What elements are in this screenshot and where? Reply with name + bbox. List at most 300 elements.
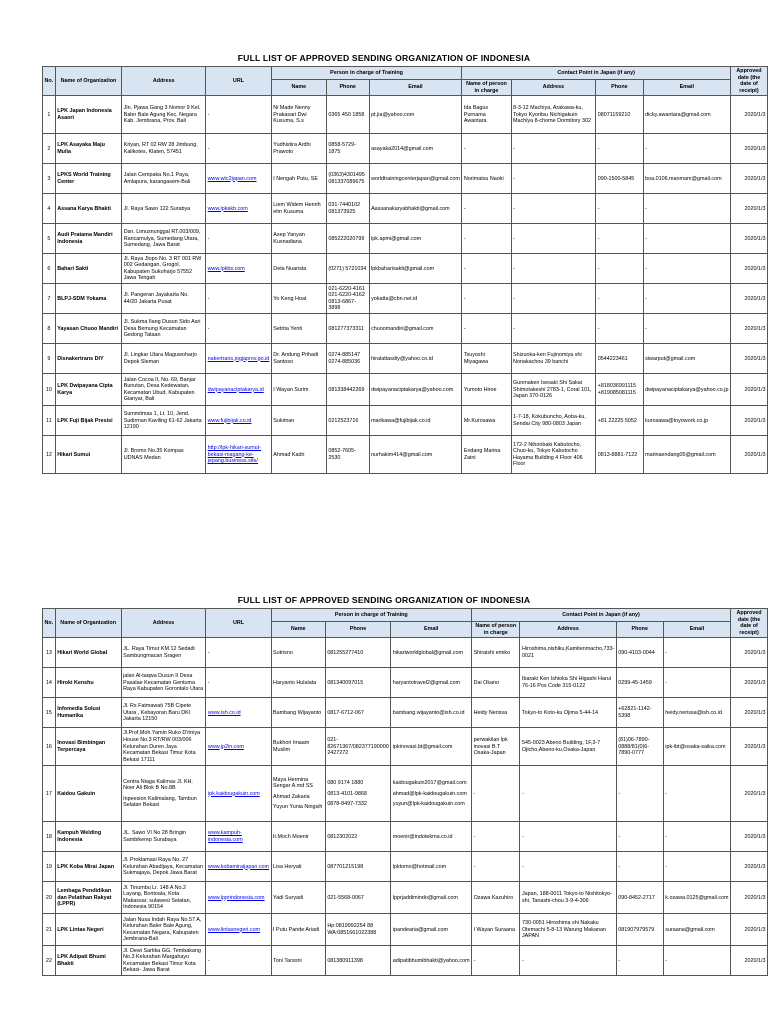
table-row [43, 914, 768, 946]
japan-phone: +81 22225 5052 [596, 406, 643, 436]
table-row [43, 164, 768, 194]
trainer-email: ipkinovasi.bt@gmail.com [391, 728, 472, 766]
japan-email: boa.0106.manmam@gmail.com [643, 164, 730, 194]
trainer-email: lpktomo@hotmail.com [391, 852, 472, 882]
trainer-email: marikawa@fujibijak.co.id [369, 406, 462, 436]
trainer-email: lpkbaharisakti@gmail.com [369, 254, 462, 284]
japan-address: 172-2 Nihonbaki Kabutocho, Chuo-ku, Tokyo Kabutocho Hayama Building 4 Floor 406 Floor [511, 436, 596, 474]
org-name: Lembaga Pendidikan dan Pelatihan Rakyat (LPPR) [55, 882, 121, 914]
trainer-name: Maya Hermina Sengar A.md SS Ahmad Zakaria Yuyun Yunia Ningsih [271, 766, 325, 822]
japan-address: - [511, 164, 596, 194]
header-phone: Phone [325, 622, 390, 638]
org-address: Kriyan, RT 02 RW 28 Jimbung, Kalikotes, Klaten, 57451 [122, 134, 206, 164]
table-row [43, 882, 768, 914]
japan-contact-name: - [462, 194, 511, 224]
japan-contact-name: - [472, 766, 520, 822]
trainer-email: bambang.wijayanto@ish.co.id [391, 698, 472, 728]
trainer-email: hikariworldglobal@gmail.com [391, 638, 472, 668]
header-jp-address: Address [520, 622, 616, 638]
org-address: Jln. Pjawa Gang 3 Nomor 9 Kel. Baler Bale Agung Kec. Negara Kab. Jembrana, Prov. Bali [122, 96, 206, 134]
org-name: LPK Japan Indonesia Asaori [55, 96, 122, 134]
table-row [43, 946, 768, 976]
japan-contact-name: Shiraishi emiko [472, 638, 520, 668]
trainer-phone: 0365 450 1858 [326, 96, 369, 134]
org-url: - [206, 96, 272, 134]
row-number: 13 [43, 638, 56, 668]
trainer-email: moenir@indotekma.co.id [391, 822, 472, 852]
header-address: Address [121, 609, 206, 638]
header-approved: Approved date (the date of receipt) [730, 67, 767, 96]
approved-date: 2020/1/3 [730, 284, 767, 314]
table-row [43, 314, 768, 344]
header-address: Address [122, 67, 206, 96]
japan-address: - [520, 852, 616, 882]
row-number: 19 [43, 852, 56, 882]
japan-contact-name: - [462, 224, 511, 254]
org-name: LPK Dwipayana Cipta Karya [55, 374, 122, 406]
org-url: - [206, 224, 272, 254]
japan-address: 730-0051 Hiroshima shi Nakaku Otemachi 5-8-13 Warung Makanan JAPAN [520, 914, 616, 946]
japan-address: - [511, 254, 596, 284]
row-number: 14 [43, 668, 56, 698]
japan-phone: 0299-45-1459 [616, 668, 663, 698]
org-name: LPK Asayaka Maju Mulia [55, 134, 122, 164]
table-row [43, 668, 768, 698]
table-row [43, 284, 768, 314]
japan-email: - [643, 314, 730, 344]
japan-contact-name: - [472, 822, 520, 852]
approved-date: 2020/1/3 [731, 914, 768, 946]
trainer-phone: 085222020799 [326, 224, 369, 254]
row-number: 21 [43, 914, 56, 946]
trainer-phone: 0212523716 [326, 406, 369, 436]
row-number: 16 [43, 728, 56, 766]
japan-email: - [643, 194, 730, 224]
row-number: 5 [43, 224, 56, 254]
org-url: www.kobamiraijapan.com [206, 852, 271, 882]
row-number: 2 [43, 134, 56, 164]
header-jp-email: Email [663, 622, 730, 638]
trainer-phone: 021-5568-0067 [325, 882, 390, 914]
table-row [43, 134, 768, 164]
japan-address: 1-7-18, Kokubuncho, Aoba-ku, Sendai City 980-0803 Japan [511, 406, 596, 436]
row-number: 10 [43, 374, 56, 406]
japan-email: suraana@gmail.com [663, 914, 730, 946]
header-jp-phone: Phone [616, 622, 663, 638]
org-address: Centra Niaga Kalimas Jl. KH. Noer Ali Blok B No.8B Inpeesion Kalimalang, Tambun Selatan Bekasi [121, 766, 206, 822]
header-training-group: Person in charge of Training [271, 609, 472, 622]
trainer-name: Dr. Andung Prihadi Santoso [271, 344, 326, 374]
org-url: nakertrans.jogjaprov.go.id [206, 344, 272, 374]
org-address: Summitmas 1, Lt. 10, Jend. Sudirman Kaviling 61-62 Jakarta 12190 [122, 406, 206, 436]
approved-date: 2020/1/3 [731, 668, 768, 698]
japan-phone: - [596, 134, 643, 164]
approved-date: 2020/1/3 [731, 766, 768, 822]
japan-address: - [511, 134, 596, 164]
org-name: Audi Pratama Mandiri Indonesia [55, 224, 122, 254]
trainer-email: asayaka2014@gmail.com [369, 134, 462, 164]
org-address: Jl. Proklamasi Raya No. 27 Kelurahan Abadijaya, Kecamatan Sukmajaya, Depok Jawa Barat [121, 852, 206, 882]
table-row [43, 344, 768, 374]
org-address: Jl. Sukma Ilang Dusun Sido Asri Desa Bemung Kecamatan Gedong Tataan [122, 314, 206, 344]
japan-phone: 0813-8881-7122 [596, 436, 643, 474]
org-name: Kampuh Welding Indonesia [55, 822, 121, 852]
trainer-name: Toni Tarsoni [271, 946, 325, 976]
approved-date: 2020/1/3 [731, 852, 768, 882]
trainer-email: adipatibhumibhakti@yahoo.com [391, 946, 472, 976]
header-jp-address: Address [511, 80, 596, 96]
japan-contact-name: - [462, 254, 511, 284]
row-number: 22 [43, 946, 56, 976]
header-org: Name of Organization [55, 67, 122, 96]
trainer-phone: 087701215198 [325, 852, 390, 882]
japan-email: kurosawa@toyowork.co.jp [643, 406, 730, 436]
org-url: www.lpkakb.com [206, 194, 272, 224]
org-url: - [206, 668, 271, 698]
table-row [43, 406, 768, 436]
trainer-name: I Wayan Surim [271, 374, 326, 406]
org-url: - [206, 314, 272, 344]
japan-phone: 090-1500-5845 [596, 164, 643, 194]
trainer-phone: 0858-5729-1875 [326, 134, 369, 164]
row-number: 18 [43, 822, 56, 852]
japan-address: - [520, 946, 616, 976]
japan-phone: - [616, 946, 663, 976]
trainer-name: I Putu Pande Ariadi [271, 914, 325, 946]
table-row [43, 698, 768, 728]
org-url: www.fujibijak.co.id [206, 406, 272, 436]
header-phone: Phone [326, 80, 369, 96]
org-name: Bahari Sakti [55, 254, 122, 284]
header-url: URL [206, 609, 271, 638]
trainer-name: Deta Nuarista [271, 254, 326, 284]
table-row [43, 254, 768, 284]
japan-address: Ibaraki Ken Ishioka Shi Higashi Harui 76-16 Pos Code 315-0122 [520, 668, 616, 698]
trainer-name: Yo Keng Hoat [271, 284, 326, 314]
org-name: Assana Karya Bhakti [55, 194, 122, 224]
org-url: http://lpk-hikari-sumut-bekasi-magang-ke-jepang.business.site/ [206, 436, 272, 474]
org-name: LPKS World Training Center [55, 164, 122, 194]
org-url: www.lpkbs.com [206, 254, 272, 284]
japan-address: Shizuoka-ken Fujinomiya shi Nonakachou 39 banchi [511, 344, 596, 374]
japan-email: - [643, 134, 730, 164]
row-number: 15 [43, 698, 56, 728]
org-address: Jl. Bromo No.35 Kompas UDNAS Medan [122, 436, 206, 474]
japan-phone: - [616, 766, 663, 822]
japan-phone: +818036991115 +819085081115 [596, 374, 643, 406]
japan-contact-name: - [462, 134, 511, 164]
header-org: Name of Organization [55, 609, 121, 638]
trainer-phone: (0271) 5721034 [326, 254, 369, 284]
row-number: 7 [43, 284, 56, 314]
table-row [43, 822, 768, 852]
org-url: - [206, 946, 271, 976]
japan-phone: +62821-1142-5398 [616, 698, 663, 728]
org-address: Jl. Lingkar Utara Maguwoharjo Depok Sleman [122, 344, 206, 374]
approved-date: 2020/1/3 [731, 698, 768, 728]
trainer-name: Ahmad Kadri [271, 436, 326, 474]
org-url: www.wtc2japan.com [206, 164, 272, 194]
table-row [43, 194, 768, 224]
org-address: Jalan Cempaka No.1 Paya, Amlapura, karangasem-Bali [122, 164, 206, 194]
trainer-phone: 0852-7605-2530 [326, 436, 369, 474]
trainer-name: Setrita Yenti [271, 314, 326, 344]
trainer-email: kaidougakuin2017@gmail.com ahmad@lpk-kaidougakuin.com yuyun@lpk-kaidougakuin.com [391, 766, 472, 822]
japan-email: dwipayanaciptakarya@yahoo.co.jp [643, 374, 730, 406]
org-url: www.kampuh-indonesia.com [206, 822, 271, 852]
approved-date: 2020/1/3 [730, 344, 767, 374]
trainer-name: Yudhistira Ardhi Prawoto [271, 134, 326, 164]
japan-address: Hiroshima,nishiku,Kamitenmacho,733-0021 [520, 638, 616, 668]
japan-email: k.ozawa.0125@gmail.com [663, 882, 730, 914]
japan-phone: 081907979579 [616, 914, 663, 946]
japan-email: - [643, 224, 730, 254]
japan-phone: 090-4103-0044 [616, 638, 663, 668]
org-address: Jl. Dewi Sartika GG. Tembakang No.3 Kelurahan Margahayu Kecamatan Bekasi Timur Kota Bekasi- Jawa Barat [121, 946, 206, 976]
japan-email: dicky.awantara@gmail.com [643, 96, 730, 134]
trainer-email: pt.jia@yahoo.com [369, 96, 462, 134]
approved-date: 2020/1/3 [730, 406, 767, 436]
trainer-name: Sutrisno [271, 638, 325, 668]
japan-contact-name: Mr.Kurosawa [462, 406, 511, 436]
table-row [43, 436, 768, 474]
header-name: Name [271, 80, 326, 96]
trainer-phone: 021-82671367/082377190000 2427272 [325, 728, 390, 766]
header-jp-email: Email [643, 80, 730, 96]
japan-address: - [520, 766, 616, 822]
trainer-phone: 0812302022 [325, 822, 390, 852]
organization-table [42, 608, 768, 976]
organization-table [42, 66, 768, 474]
table-row [43, 96, 768, 134]
org-url: www.lpprindonesia.com [206, 882, 271, 914]
japan-address: - [511, 314, 596, 344]
trainer-name: Bambang Wijayanto [271, 698, 325, 728]
org-name: Hikari World Global [55, 638, 121, 668]
header-approved: Approved date (the date of receipt) [731, 609, 768, 638]
org-url: ipk.kaidougakuin.com [206, 766, 271, 822]
japan-phone: - [596, 254, 643, 284]
org-name: Hiroki Kenshu [55, 668, 121, 698]
japan-address: 545-0023 Abeno Building, 1F,3-7 Ojicho,Abeno-ku,Osaka-Japan [520, 728, 616, 766]
japan-email: ipk-ibt@osaka-saika.com [663, 728, 730, 766]
trainer-phone: 080 9174 1880 0813-4101-9868 0878-8497-7332 [325, 766, 390, 822]
row-number: 6 [43, 254, 56, 284]
approved-date: 2020/1/3 [730, 164, 767, 194]
japan-address: Japan, 188-0011 Tokyo-to Nishitokyo-shi, Tanashi-chou 3-9-4-306 [520, 882, 616, 914]
japan-address: - [511, 284, 596, 314]
org-url: www.lintasnegeri.com [206, 914, 271, 946]
org-address: jalan Al-taqwa Dusun II Desa Pasalae Kecamatan Gentuma Raya Kabupaten Gorontalo Utara [121, 668, 206, 698]
japan-address: Gunmaken Isesaki Shi Sakai Shimotakeshi 2783-1, Coral 101, Japan 370-0126 [511, 374, 596, 406]
approved-date: 2020/1/3 [730, 96, 767, 134]
org-name: LPK Fuji Bijak Presisi [55, 406, 122, 436]
org-address: Jl. Raya Sawo 122 Surabya [122, 194, 206, 224]
org-address: JL. Raya Timur KM.12 Sedadi Sambungmacan Sragen [121, 638, 206, 668]
trainer-email: yokatta@cbn.net.id [369, 284, 462, 314]
trainer-phone: (0363)4301495 081337089675 [326, 164, 369, 194]
japan-phone: - [596, 314, 643, 344]
trainer-email: haryantotravel2@gmail.com [391, 668, 472, 698]
row-number: 8 [43, 314, 56, 344]
japan-email: - [663, 852, 730, 882]
japan-contact-name: Yumoto Hiroe [462, 374, 511, 406]
approved-date: 2020/1/3 [730, 194, 767, 224]
org-name: LPK Koba Mirai Japan [55, 852, 121, 882]
approved-date: 2020/1/3 [731, 728, 768, 766]
approved-date: 2020/1/3 [730, 254, 767, 284]
japan-phone: - [616, 822, 663, 852]
header-url: URL [206, 67, 272, 96]
trainer-email: dwipayanaciptakarya@yahoo.com [369, 374, 462, 406]
approved-date: 2020/1/3 [730, 436, 767, 474]
japan-phone: - [616, 852, 663, 882]
trainer-phone: Hp:0819992254 88 WA:0851661022388 [325, 914, 390, 946]
japan-email: - [663, 668, 730, 698]
trainer-name: Asep Yanyan Kusnadiana [271, 224, 326, 254]
header-no: No. [43, 67, 56, 96]
trainer-phone: 081338442269 [326, 374, 369, 406]
org-address: Jl.Prof.Moh.Yamin Ruko D'riniya House No.3 RT/RW 003/006 Kelurahan Duren Jaya Kecamatan Bekasi Timur Kota Bekasi 17111 [121, 728, 206, 766]
japan-contact-name: - [472, 852, 520, 882]
row-number: 4 [43, 194, 56, 224]
trainer-name: Bukhori Imaam Muslim [271, 728, 325, 766]
trainer-phone: 031-7440102 081373925 [326, 194, 369, 224]
row-number: 20 [43, 882, 56, 914]
header-japan-group: Contact Point in Japan (if any) [472, 609, 731, 622]
trainer-name: Ni Made Nenny Prakasari Dwi Kusuma, S.s [271, 96, 326, 134]
japan-email: - [643, 284, 730, 314]
trainer-email: Aassanakaryabhakti@gmail.com [369, 194, 462, 224]
row-number: 17 [43, 766, 56, 822]
trainer-email: nurhakim414@gmail.com [369, 436, 462, 474]
table-row [43, 852, 768, 882]
row-number: 12 [43, 436, 56, 474]
header-jp-phone: Phone [596, 80, 643, 96]
org-url: - [206, 638, 271, 668]
org-url: www.jp2in.com [206, 728, 271, 766]
japan-contact-name: perwakilan lpk inovasi B.T Osaka-Japan [472, 728, 520, 766]
japan-address: 8-3-12 Machiya, Arakawa-ku, Tokyo Kyoritsu Nichigakuin Machiya 8-chome Dormitory 302 [511, 96, 596, 134]
header-japan-group: Contact Point in Japan (if any) [462, 67, 731, 80]
japan-contact-name: Norimatsu Naoki [462, 164, 511, 194]
japan-phone: 0544223461 [596, 344, 643, 374]
japan-address: Tokyo-to Koto-ku Ojima 5-44-14 [520, 698, 616, 728]
table-row [43, 224, 768, 254]
japan-address: - [511, 224, 596, 254]
org-name: LPK Lintas Negeri [55, 914, 121, 946]
row-number: 11 [43, 406, 56, 436]
org-url: - [206, 284, 272, 314]
page-title: FULL LIST OF APPROVED SENDING ORGANIZATION OF INDONESIA [237, 53, 531, 63]
org-name: Inovasi Bimbingan Terpercaya [55, 728, 121, 766]
row-number: 9 [43, 344, 56, 374]
trainer-email: lpprjaddimindo@gmail.com [391, 882, 472, 914]
header-name: Name [271, 622, 325, 638]
approved-date: 2020/1/3 [731, 822, 768, 852]
org-address: Jl. Raya Jlopo No. 3 RT 001 RW 002 Gedangan, Grogol, Kabupaten Sukoharjo 57552 Jawa Tengah [122, 254, 206, 284]
japan-contact-name: Endang Marina Zaini [462, 436, 511, 474]
approved-date: 2020/1/3 [731, 882, 768, 914]
org-address: Jl. Rs Fatmawati 75B Cipete Utara , Kebayoran Baru DKI Jakarta 12150 [121, 698, 206, 728]
row-number: 1 [43, 96, 56, 134]
japan-email: heidy.nerissa@ish.co.id [663, 698, 730, 728]
japan-phone: - [596, 224, 643, 254]
japan-contact-name: I Wayan Suraana [472, 914, 520, 946]
table-row [43, 638, 768, 668]
header-no: No. [43, 609, 56, 638]
japan-phone: 090-8452-2717 [616, 882, 663, 914]
table-row [43, 728, 768, 766]
japan-address: - [520, 822, 616, 852]
org-name: Hikari Sumui [55, 436, 122, 474]
org-url: dwipayanaciptakarya.id [206, 374, 272, 406]
trainer-name: Lisa Heryati [271, 852, 325, 882]
trainer-email: lpk.apmi@gmail.com [369, 224, 462, 254]
org-address: Jalan Cocoa II, No. 69, Banjar Bunutan, Desa Kedewatan, Kecamatan Ubud, Kabupaten Gianyar, Bali [122, 374, 206, 406]
japan-email: - [663, 822, 730, 852]
header-email: Email [391, 622, 472, 638]
trainer-name: Ir.Moch Moenir [271, 822, 325, 852]
header-email: Email [369, 80, 462, 96]
trainer-phone: 081277373311 [326, 314, 369, 344]
org-address: Dsn. Limusnunggal RT.003/009, Rancamulya, Sumedang Utara, Sumedang, Jawa Barat [122, 224, 206, 254]
org-name: Kaidou Gakuin [55, 766, 121, 822]
japan-contact-name: - [462, 284, 511, 314]
approved-date: 2020/1/3 [730, 224, 767, 254]
japan-phone: - [596, 194, 643, 224]
trainer-phone: 081255277410 [325, 638, 390, 668]
trainer-name: Sukiman [271, 406, 326, 436]
org-name: BLPJ-SDM Yokama [55, 284, 122, 314]
org-address: Jl. Tinumbu Lr. 148 A No.2 Layang, Bontoala, Kota Makassar, sulawesi Selatan, Indonesia 90154 [121, 882, 206, 914]
japan-phone: (81)06-7890-0888/81(0)6-7890-0777 [616, 728, 663, 766]
trainer-name: Yadi Suryadi [271, 882, 325, 914]
japan-contact-name: Ida Bagus Purnama Awantara [462, 96, 511, 134]
approved-date: 2020/1/3 [730, 314, 767, 344]
japan-contact-name: Tsuyoshi Miyagawa [462, 344, 511, 374]
approved-date: 2020/1/3 [731, 946, 768, 976]
table-row [43, 766, 768, 822]
trainer-email: hiralattasdiy@yahoo.co.id [369, 344, 462, 374]
approved-date: 2020/1/3 [730, 134, 767, 164]
trainer-name: Liem Widem Henrih elm Kusuma [271, 194, 326, 224]
org-address: Jalan Nusa Indah Raya No.57 A, Kelurahan Baler Bale Agung, Kecamatan Negara, Kabupaten Jembrana-Bali [121, 914, 206, 946]
org-name: LPK Adipati Bhumi Bhakti [55, 946, 121, 976]
japan-contact-name: Dai Okano [472, 668, 520, 698]
trainer-email: ipandearia@gmail.com [391, 914, 472, 946]
header-jp-person: Name of person in charge [472, 622, 520, 638]
approved-date: 2020/1/3 [730, 374, 767, 406]
trainer-email: worldtrainingcenterjapan@gmail.com [369, 164, 462, 194]
org-name: Disnakertrans DIY [55, 344, 122, 374]
header-training-group: Person in charge of Training [271, 67, 462, 80]
japan-contact-name: Ozawa Kazuhiro [472, 882, 520, 914]
org-url: - [206, 134, 272, 164]
japan-email: marinaendang05@gmail.com [643, 436, 730, 474]
header-jp-person: Name of person in charge [462, 80, 511, 96]
org-address: Jl. Pangeran Jayakarta No. 44/20 Jakarta Pusat [122, 284, 206, 314]
trainer-phone: 081380911398 [325, 946, 390, 976]
table-row [43, 374, 768, 406]
japan-contact-name: - [462, 314, 511, 344]
trainer-phone: 021-6220-4161 021-6220-4162 0813-6867-3898 [326, 284, 369, 314]
japan-email: - [643, 254, 730, 284]
trainer-name: Haryanto Hulalata [271, 668, 325, 698]
trainer-name: I Nengah Putu, SE [271, 164, 326, 194]
japan-email: - [663, 638, 730, 668]
approved-date: 2020/1/3 [731, 638, 768, 668]
